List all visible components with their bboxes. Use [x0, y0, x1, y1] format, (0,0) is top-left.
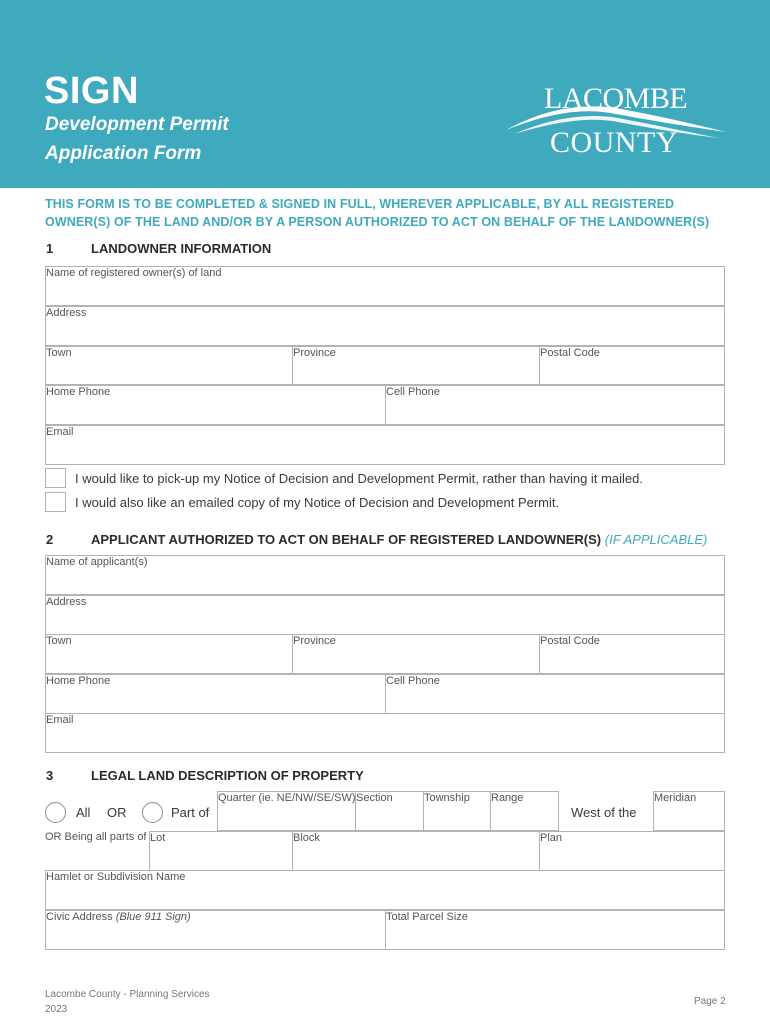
completion-notice-line1: THIS FORM IS TO BE COMPLETED & SIGNED IN FULL, WHEREVER APPLICABLE, BY ALL REGISTERED — [45, 197, 675, 211]
footer-organization: Lacombe County - Planning Services — [45, 989, 210, 1000]
form-title: SIGN — [44, 70, 139, 112]
applicant-email-label: Email — [46, 714, 74, 726]
pickup-permit-label: I would like to pick-up my Notice of Decision and Development Permit, rather than having it mailed. — [75, 471, 643, 486]
west-of-the-label: West of the — [571, 805, 637, 820]
footer-year: 2023 — [45, 1004, 68, 1015]
header-banner — [0, 0, 770, 188]
applicant-cell-phone-field[interactable] — [385, 674, 725, 714]
quarter-label: Quarter (ie. NE/NW/SE/SW) — [218, 792, 356, 804]
or-being-all-parts-label: OR Being all parts of — [45, 831, 147, 843]
email-copy-label: I would also like an emailed copy of my Notice of Decision and Development Permit. — [75, 495, 560, 510]
landowner-home-phone-label: Home Phone — [46, 386, 111, 398]
plan-field[interactable] — [539, 831, 725, 871]
landowner-name-label: Name of registered owner(s) of land — [46, 267, 222, 279]
landowner-town-label: Town — [46, 347, 72, 359]
svg-text:LACOMBE: LACOMBE — [544, 82, 688, 115]
completion-notice-line2: OWNER(S) OF THE LAND AND/OR BY A PERSON AUTHORIZED TO ACT ON BEHALF OF THE LANDOWNER(S) — [45, 215, 710, 229]
section3-number: 3 — [46, 768, 54, 783]
applicant-cell-phone-label: Cell Phone — [386, 675, 440, 687]
all-radio[interactable] — [45, 802, 66, 823]
block-label: Block — [293, 832, 320, 844]
footer-page-number: Page 2 — [694, 996, 726, 1007]
section-label: Section — [356, 792, 393, 804]
hamlet-subdivision-field[interactable] — [45, 870, 725, 910]
applicant-postal-code-label: Postal Code — [540, 635, 600, 647]
applicant-town-field[interactable] — [45, 634, 293, 674]
landowner-province-label: Province — [293, 347, 336, 359]
part-of-radio[interactable] — [142, 802, 163, 823]
total-parcel-size-field[interactable] — [385, 910, 725, 950]
township-field[interactable] — [423, 791, 491, 831]
civic-address-label — [46, 912, 191, 923]
landowner-postal-code-label: Postal Code — [540, 347, 600, 359]
civic-address-text: Civic Address — [46, 911, 113, 923]
or-label: OR — [107, 805, 127, 820]
pickup-permit-checkbox[interactable] — [45, 468, 66, 488]
svg-text:COUNTY: COUNTY — [550, 126, 678, 159]
lot-field[interactable] — [149, 831, 293, 871]
civic-address-note: (Blue 911 Sign) — [115, 911, 191, 923]
section2-title — [91, 532, 707, 547]
applicant-home-phone-field[interactable] — [45, 674, 386, 714]
applicant-postal-code-field[interactable] — [539, 634, 725, 674]
landowner-postal-code-field[interactable] — [539, 346, 725, 385]
plan-label: Plan — [540, 832, 563, 844]
form-subtitle-line2: Application Form — [45, 143, 202, 164]
section-field[interactable] — [355, 791, 424, 831]
lacombe-county-logo — [500, 74, 732, 160]
section1-title: LANDOWNER INFORMATION — [91, 241, 272, 256]
landowner-town-field[interactable] — [45, 346, 293, 385]
applicant-address-field[interactable] — [45, 595, 725, 635]
meridian-field[interactable] — [653, 791, 725, 831]
landowner-address-label: Address — [46, 307, 87, 319]
landowner-cell-phone-field[interactable] — [385, 385, 725, 425]
email-copy-checkbox[interactable] — [45, 492, 66, 512]
landowner-address-field[interactable] — [45, 306, 725, 346]
range-label: Range — [491, 792, 524, 804]
applicant-province-field[interactable] — [292, 634, 540, 674]
block-field[interactable] — [292, 831, 540, 871]
applicant-town-label: Town — [46, 635, 72, 647]
all-radio-label: All — [76, 805, 91, 820]
applicant-home-phone-label: Home Phone — [46, 675, 111, 687]
section2-number: 2 — [46, 532, 54, 547]
part-of-radio-label: Part of — [171, 805, 210, 820]
township-label: Township — [424, 792, 470, 804]
total-parcel-size-label: Total Parcel Size — [386, 911, 468, 923]
hamlet-subdivision-label: Hamlet or Subdivision Name — [46, 871, 186, 883]
landowner-province-field[interactable] — [292, 346, 540, 385]
civic-address-field[interactable] — [45, 910, 386, 950]
landowner-cell-phone-label: Cell Phone — [386, 386, 440, 398]
meridian-label: Meridian — [654, 792, 697, 804]
applicant-name-field[interactable] — [45, 555, 725, 595]
landowner-email-field[interactable] — [45, 425, 725, 465]
applicant-address-label: Address — [46, 596, 87, 608]
lot-label: Lot — [150, 832, 166, 844]
applicant-province-label: Province — [293, 635, 336, 647]
quarter-field[interactable] — [217, 791, 356, 831]
form-subtitle-line1: Development Permit — [45, 114, 229, 135]
section3-title: LEGAL LAND DESCRIPTION OF PROPERTY — [91, 768, 364, 783]
section1-number: 1 — [46, 241, 54, 256]
applicant-email-field[interactable] — [45, 713, 725, 753]
landowner-name-field[interactable] — [45, 266, 725, 306]
range-field[interactable] — [490, 791, 559, 831]
section2-optional-note: (IF APPLICABLE) — [604, 532, 708, 547]
applicant-name-label: Name of applicant(s) — [46, 556, 148, 568]
section2-title-text: APPLICANT AUTHORIZED TO ACT ON BEHALF OF REGISTERED LANDOWNER(S) — [91, 532, 602, 547]
landowner-home-phone-field[interactable] — [45, 385, 386, 425]
landowner-email-label: Email — [46, 426, 74, 438]
